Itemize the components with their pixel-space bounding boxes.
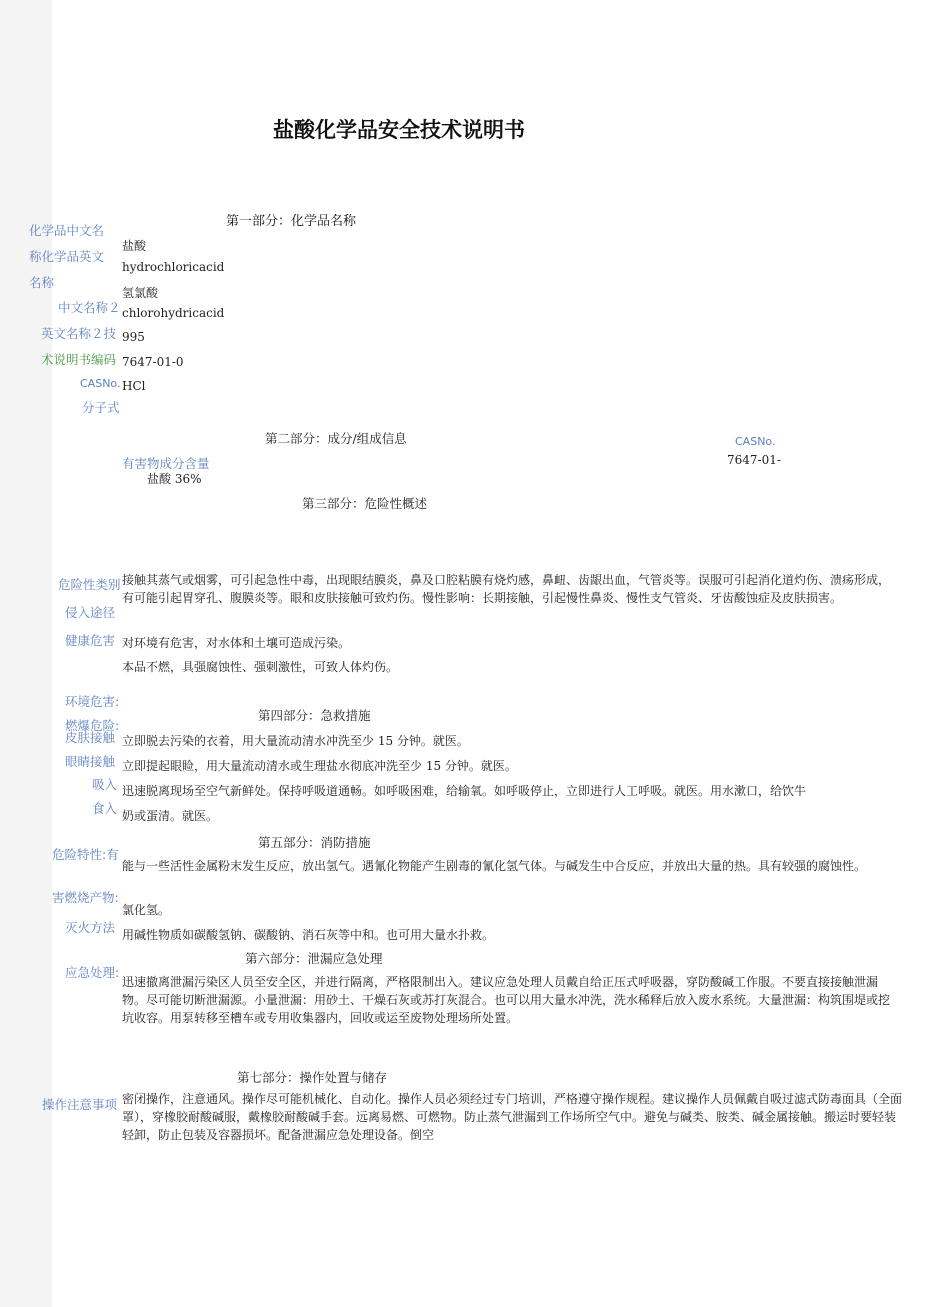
label-handling-notes: 操作注意事项 — [42, 1097, 118, 1112]
text-hazard-property: 能与一些活性金属粉末发生反应，放出氢气。遇氰化物能产生剧毒的氰化氢气体。与碱发生中合反应，并放出大量的热。具有较强的腐蚀性。 — [122, 859, 867, 873]
label-env-hazard: 环境危害: — [65, 694, 120, 709]
label-hazard-property: 危险特性:有 — [52, 847, 119, 862]
label-skin-contact: 皮肤接触 — [65, 730, 116, 745]
label-entry-route: 侵入途径 — [65, 605, 116, 620]
text-eye-contact: 立即提起眼睑，用大量流动清水或生理盐水彻底冲洗至少 15 分钟。就医。 — [122, 759, 517, 773]
label-eye-contact: 眼睛接触 — [65, 754, 116, 769]
label-extinguish-method: 灭火方法 — [65, 920, 116, 935]
text-ingestion: 奶或蛋清。就医。 — [122, 809, 219, 823]
part7-heading: 第七部分：操作处置与储存 — [237, 1070, 388, 1085]
label-cas-no-2: CASNo. — [735, 435, 776, 448]
label-chinese-name: 化学品中文名 — [29, 223, 105, 238]
label-emergency-response: 应急处理: — [65, 965, 120, 980]
part6-heading: 第六部分：泄漏应急处理 — [245, 951, 383, 966]
label-doc-code: 术说明书编码 — [41, 352, 117, 367]
label-cas-no: CASNo. — [80, 377, 121, 390]
part5-heading: 第五部分：消防措施 — [258, 835, 371, 850]
part2-heading: 第二部分：成分/组成信息 — [265, 431, 407, 446]
document-title: 盐酸化学品安全技术说明书 — [273, 118, 525, 142]
part3-heading: 第三部分：危险性概述 — [302, 496, 428, 511]
label-formula-clip — [82, 398, 122, 415]
value-hazard-content: 盐酸 36% — [147, 472, 202, 486]
value-formula: HCl — [122, 379, 146, 393]
text-combustion-products: 氯化氢。 — [122, 903, 171, 917]
text-extinguish-method: 用碱性物质如碳酸氢钠、碳酸钠、消石灰等中和。也可用大量水扑救。 — [122, 928, 495, 942]
value-cas-no: 7647-01-0 — [122, 355, 184, 369]
label-handling-clip — [42, 1096, 122, 1112]
label-inhalation: 吸入 — [92, 777, 118, 792]
text-emergency-response: 迅速撤离泄漏污染区人员至安全区，并进行隔离，严格限制出入。建议应急处理人员戴自给正压式呼吸器，穿防酸碱工作服。不要直接接触泄漏物。尽可能切断泄漏源。小量泄漏：用砂土、干燥石灰或苏打灰混合。也可以用大量水冲洗，洗水稀释后放入废水系统。大量泄漏：构筑围堤或挖坑收容。用泵转移至槽车或专用收集器内，回收或运至废物处理场所处置。 — [122, 975, 891, 1025]
value-chinese-name: 盐酸 — [122, 239, 147, 253]
value-cas-no-2: 7647-01- — [727, 453, 781, 467]
part1-heading: 第一部分：化学品名称 — [226, 214, 357, 229]
text-skin-contact: 立即脱去污染的衣着，用大量流动清水冲洗至少 15 分钟。就医。 — [122, 734, 469, 748]
label-hazard-content: 有害物成分含量 — [122, 456, 210, 471]
label-fire-hazard: 燃爆危险: — [65, 718, 120, 733]
label-chinese-name-2: 中文名称２ — [58, 300, 121, 315]
label-formula: 分子式 — [82, 400, 120, 415]
label-combustion-products: 害燃烧产物: — [52, 890, 119, 905]
text-inhalation: 迅速脱离现场至空气新鲜处。保持呼吸道通畅。如呼吸困难，给输氧。如呼吸停止，立即进行人工呼吸。就医。用水漱口，给饮牛 — [122, 784, 807, 798]
text-health-hazard: 接触其蒸气或烟雾，可引起急性中毒，出现眼结膜炎，鼻及口腔粘膜有烧灼感，鼻衄、齿龈出血，气管炎等。误服可引起消化道灼伤、溃疡形成，有可能引起胃穿孔、腹膜炎等。眼和皮肤接触可致灼伤。慢性影响：长期接触，引起慢性鼻炎、慢性支气管炎、牙齿酸蚀症及皮肤损害。 — [122, 573, 891, 605]
value-doc-code: 995 — [122, 330, 145, 344]
value-english-name: hydrochloricacid — [122, 260, 225, 274]
value-cas-clip — [727, 453, 797, 467]
label-name-cont: 名称 — [29, 275, 55, 290]
value-english-name-2: chlorohydricacid — [122, 306, 225, 320]
text-env-hazard: 对环境有危害，对水体和土壤可造成污染。 — [122, 636, 351, 650]
label-english-name: 称化学品英文 — [29, 249, 105, 264]
text-handling-notes: 密闭操作，注意通风。操作尽可能机械化、自动化。操作人员必须经过专门培训，严格遵守操作规程。建议操作人员佩戴自吸过滤式防毒面具（全面罩），穿橡胶耐酸碱服，戴橡胶耐酸碱手套。远离易燃、可燃物。防止蒸气泄漏到工作场所空气中。避免与碱类、胺类、碱金属接触。搬运时要轻装轻卸，防止包装及容器损坏。配备泄漏应急处理设备。倒空 — [122, 1092, 903, 1142]
label-ingestion: 食入 — [92, 801, 118, 816]
label-hazard-class: 危险性类别 — [58, 577, 121, 592]
part4-heading: 第四部分：急救措施 — [258, 708, 371, 723]
value-chinese-name-2: 氢氯酸 — [122, 286, 159, 300]
label-english-name-2: 英文名称２技 — [41, 326, 117, 341]
label-health-hazard: 健康危害 — [65, 633, 116, 648]
label-fire-hazard-clip — [65, 716, 135, 733]
text-fire-hazard: 本品不燃，具强腐蚀性、强刺激性，可致人体灼伤。 — [122, 660, 399, 674]
